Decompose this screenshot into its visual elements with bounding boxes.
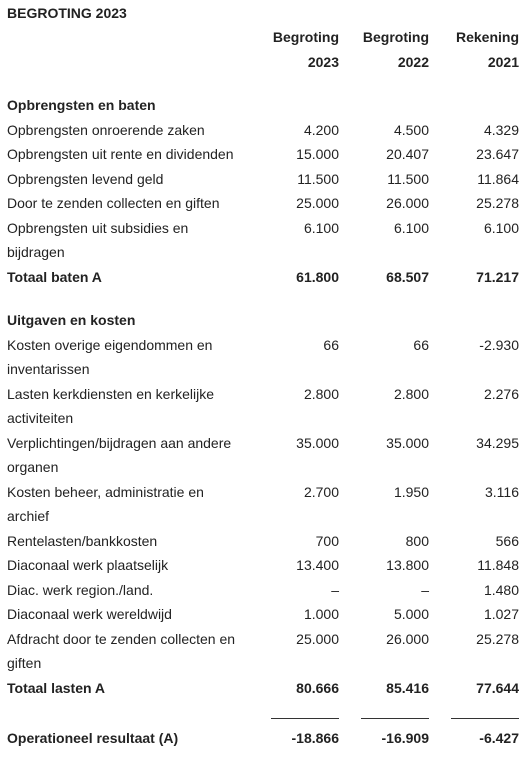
row-label: Afdracht door te zenden collecten en giften bbox=[7, 630, 236, 671]
table-row bbox=[7, 553, 519, 578]
table-row bbox=[7, 602, 519, 627]
table-row bbox=[7, 216, 519, 265]
result-value: -16.909 bbox=[381, 730, 429, 746]
row-label: Diaconaal werk wereldwijd bbox=[7, 606, 172, 622]
total-value: 61.800 bbox=[296, 268, 339, 285]
total-row-income bbox=[7, 265, 519, 290]
cell-value: 566 bbox=[495, 532, 519, 549]
cell-value: 2.800 bbox=[393, 385, 429, 402]
cell-value: 700 bbox=[315, 532, 339, 549]
cell-value: 66 bbox=[413, 336, 429, 353]
cell-value: 1.480 bbox=[483, 581, 519, 598]
table-row bbox=[7, 191, 519, 216]
result-value: -18.866 bbox=[291, 730, 339, 746]
section-heading-text: Uitgaven en kosten bbox=[7, 312, 136, 328]
row-label: Diaconaal werk plaatselijk bbox=[7, 557, 169, 573]
total-label: Totaal lasten A bbox=[7, 679, 106, 696]
section-heading-expenses bbox=[7, 308, 519, 333]
cell-value: 6.100 bbox=[303, 219, 339, 236]
cell-value: – bbox=[421, 581, 429, 598]
table-row bbox=[7, 333, 519, 382]
total-value: 80.666 bbox=[296, 679, 339, 696]
cell-value: 15.000 bbox=[296, 146, 339, 162]
budget-table bbox=[7, 25, 519, 751]
cell-value: 34.295 bbox=[476, 434, 519, 451]
cell-value: 26.000 bbox=[386, 195, 429, 211]
row-label: Opbrengsten levend geld bbox=[7, 170, 164, 187]
cell-value: 4.329 bbox=[483, 121, 519, 138]
cell-value: -2.930 bbox=[479, 336, 519, 353]
cell-value: 1.950 bbox=[393, 483, 429, 500]
column-header-budget-2022: Begroting bbox=[362, 29, 429, 45]
column-header-year-2021: 2021 bbox=[487, 53, 519, 70]
table-row bbox=[7, 578, 519, 603]
cell-value: 2.700 bbox=[303, 483, 339, 500]
column-header-row-1 bbox=[7, 25, 519, 50]
cell-value: 25.000 bbox=[296, 195, 339, 211]
row-label: Opbrengsten uit rente en dividenden bbox=[7, 146, 234, 162]
result-label: Operationeel resultaat (A) bbox=[7, 730, 179, 746]
cell-value: 25.278 bbox=[476, 195, 519, 211]
cell-value: 5.000 bbox=[393, 606, 429, 622]
spacer-row bbox=[7, 289, 519, 308]
cell-value: 2.276 bbox=[483, 385, 519, 402]
cell-value: 1.000 bbox=[303, 606, 339, 622]
cell-value: 13.800 bbox=[386, 557, 429, 573]
cell-value: 4.200 bbox=[303, 121, 339, 138]
total-label: Totaal baten A bbox=[7, 268, 102, 285]
cell-value: 11.500 bbox=[297, 170, 339, 187]
cell-value: 6.100 bbox=[483, 219, 519, 236]
total-value: 71.217 bbox=[476, 268, 519, 285]
section-heading-text: Opbrengsten en baten bbox=[7, 97, 156, 113]
column-header-year-2023: 2023 bbox=[307, 53, 339, 70]
row-label: Diac. werk region./land. bbox=[7, 581, 154, 598]
rule-spacer bbox=[7, 700, 249, 726]
row-label: Door te zenden collecten en giften bbox=[7, 195, 220, 211]
table-row bbox=[7, 480, 519, 529]
column-header-budget-2023: Begroting bbox=[272, 29, 339, 45]
table-row bbox=[7, 529, 519, 554]
cell-value: 35.000 bbox=[296, 434, 339, 451]
budget-page bbox=[0, 1, 531, 760]
cell-value: 11.864 bbox=[477, 170, 519, 187]
sum-rule bbox=[429, 700, 519, 726]
table-row bbox=[7, 167, 519, 192]
row-label: Verplichtingen/bijdragen aan andere organen bbox=[7, 434, 232, 475]
cell-value: 26.000 bbox=[386, 630, 429, 647]
cell-value: 2.800 bbox=[303, 385, 339, 402]
row-label: Opbrengsten uit subsidies en bijdragen bbox=[7, 219, 189, 260]
cell-value: 25.278 bbox=[476, 630, 519, 647]
cell-value: 13.400 bbox=[296, 557, 339, 573]
row-label: Kosten beheer, administratie en archief bbox=[7, 483, 204, 524]
result-value: -6.427 bbox=[479, 730, 519, 746]
total-value: 85.416 bbox=[386, 679, 429, 696]
sum-rule-row bbox=[7, 700, 519, 726]
sum-rule bbox=[249, 700, 339, 726]
cell-value: 23.647 bbox=[476, 146, 519, 162]
cell-value: 35.000 bbox=[386, 434, 429, 451]
total-value: 68.507 bbox=[386, 268, 429, 285]
table-row bbox=[7, 142, 519, 167]
cell-value: – bbox=[331, 581, 339, 598]
table-row bbox=[7, 627, 519, 676]
cell-value: 11.848 bbox=[477, 557, 519, 573]
cell-value: 800 bbox=[405, 532, 429, 549]
table-row bbox=[7, 118, 519, 143]
cell-value: 3.116 bbox=[485, 483, 519, 500]
spacer-row bbox=[7, 74, 519, 93]
section-heading-income bbox=[7, 93, 519, 118]
sum-rule bbox=[339, 700, 429, 726]
cell-value: 25.000 bbox=[296, 630, 339, 647]
cell-value: 11.500 bbox=[387, 170, 429, 187]
row-label: Lasten kerkdiensten en kerkelijke activiteiten bbox=[7, 385, 215, 426]
total-row-expenses bbox=[7, 676, 519, 701]
row-label: Rentelasten/bankkosten bbox=[7, 532, 158, 549]
column-header-actual-2021: Rekening bbox=[455, 29, 519, 45]
cell-value: 66 bbox=[323, 336, 339, 353]
table-row bbox=[7, 382, 519, 431]
row-label: Kosten overige eigendommen en inventarissen bbox=[7, 336, 213, 377]
total-value: 77.644 bbox=[476, 679, 519, 696]
header-spacer bbox=[7, 50, 249, 75]
column-header-year-2022: 2022 bbox=[397, 53, 429, 70]
table-row bbox=[7, 431, 519, 480]
column-header-row-2 bbox=[7, 50, 519, 75]
cell-value: 1.027 bbox=[483, 606, 519, 622]
header-spacer bbox=[7, 25, 249, 50]
cell-value: 4.500 bbox=[393, 121, 429, 138]
page-title: BEGROTING 2023 bbox=[7, 5, 127, 21]
cell-value: 20.407 bbox=[386, 146, 429, 162]
row-label: Opbrengsten onroerende zaken bbox=[7, 121, 205, 138]
cell-value: 6.100 bbox=[393, 219, 429, 236]
result-row bbox=[7, 726, 519, 751]
